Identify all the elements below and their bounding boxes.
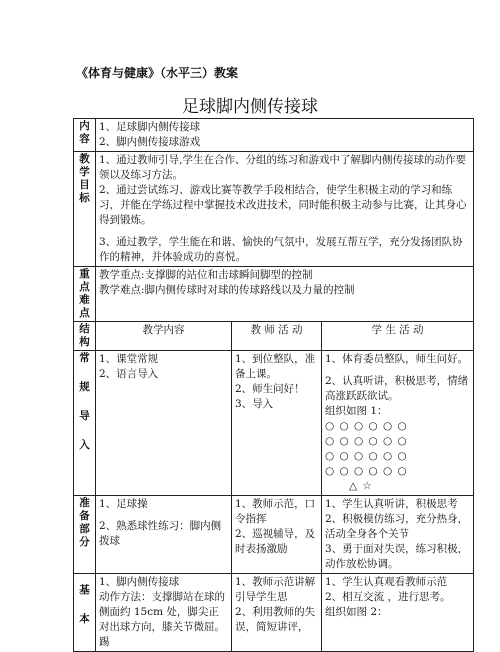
basic-content-line: 1、脚内侧传接球 [99,576,180,588]
formation-marks: △ ☆ [349,480,373,492]
goal-line: 3、通过教学，学生能在和谐、愉快的气氛中，发展互帮互学，充分发扬团队协作的精神，并体验成功的喜悦。 [99,236,463,263]
label-char: 构 [79,336,90,348]
keypoint-line: 教学难点:脚内侧传球时对球的传球路线以及力量的控制 [99,284,355,296]
lesson-plan-table [73,118,474,652]
label-char: 常 [79,352,90,364]
goals-row [74,152,474,267]
basic-content-cell [96,574,232,652]
content-label [74,119,96,152]
prep-student-cell [322,496,474,574]
prep-teacher-cell [232,496,322,574]
prep-content-line: 1、足球操 [99,498,148,510]
basic-teacher-line: 1、教师示范讲解引导学生思 [235,576,316,603]
label-char: 容 [79,133,90,145]
basic-student-line: 组织如图 2： [325,606,388,618]
goal-line: 1、通过教师引导,学生在合作、分组的练习和游戏中了解脚内侧传接球的动作要领以及练习方法。 [99,154,467,181]
label-char: 规 [79,381,90,393]
label-char: 教 [79,153,90,165]
label-char: 点 [79,307,90,319]
prep-student-line: 1、学生认真听讲，积极思考 [325,498,458,510]
keypoints-cell [96,267,474,322]
label-char: 标 [79,192,90,204]
routine-content-line: 2、语言导入 [99,368,159,380]
prep-student-line: 3、勇于面对失误，练习积极，动作放松协调。 [325,543,469,570]
routine-student-line: 组织如图 1： [325,405,388,417]
label-char: 难 [79,294,90,306]
label-char: 本 [79,613,90,625]
basic-content-line: 动作方法：支撑脚站在球的侧面约 15cm 处，脚尖正对出球方向，膝关节微屈。踢 [99,591,225,648]
routine-content-line: 1、课堂常规 [99,353,159,365]
label-char: 点 [79,281,90,293]
label-char: 入 [79,439,90,451]
prep-teacher-line: 1、教师示范，口令指挥 [235,498,316,525]
column-header-student: 学 生 活 动 [322,322,474,351]
prep-label [74,496,96,574]
routine-teacher-cell [232,351,322,496]
basic-label [74,574,96,652]
basic-teacher-cell [232,574,322,652]
keypoints-label [74,267,96,322]
routine-student-line: 1、体育委员整队，师生问好。 [325,353,469,365]
formation-row: ○ ○ ○ ○ ○ ○ [325,465,408,477]
label-char: 备 [79,510,90,522]
goals-label [74,152,96,267]
formation-row: ○ ○ ○ ○ ○ ○ [325,450,408,462]
content-cell [96,119,474,152]
column-header-teacher: 教 师 活 动 [232,322,322,351]
routine-content-cell [96,351,232,496]
formation-row: ○ ○ ○ ○ ○ ○ [325,420,408,432]
label-char: 准 [79,497,90,509]
page-title: 足球脚内侧传接球 [182,97,318,117]
prep-teacher-line: 2、巡视辅导，及时表扬激励 [235,528,316,555]
structure-label [74,322,96,351]
content-line: 1、足球脚内侧传接球 [99,121,201,133]
label-char: 导 [79,410,90,422]
keypoints-row [74,267,474,322]
prep-content-cell [96,496,232,574]
routine-student-line: 2、认真听讲，积极思考，情绪高涨跃跃欲试。 [325,375,469,402]
label-char: 结 [79,323,90,335]
label-char: 部 [79,523,90,535]
routine-student-cell [322,351,474,496]
label-char: 学 [79,166,90,178]
basic-student-line: 2、相互交流 ，进行思考。 [325,591,451,603]
structure-header-row [74,322,474,351]
prep-row [74,496,474,574]
routine-label [74,351,96,496]
goal-line: 2、通过尝试练习、游戏比赛等教学手段相结合，使学生积极主动的学习和练习，并能在学练过程中掌握技术改进技术，同时能积极主动参与比赛，让其身心得到锻炼。 [99,184,467,226]
label-char: 分 [79,536,90,548]
document-header: 《体育与健康》（水平三）教案 [76,66,239,80]
routine-teacher-line: 1、到位整队，准备上课。 [235,353,316,380]
label-char: 目 [79,179,90,191]
content-row [74,119,474,152]
goals-cell [96,152,474,267]
formation-row: ○ ○ ○ ○ ○ ○ [325,435,408,447]
label-char: 重 [79,268,90,280]
basic-teacher-line: 2、利用教师的失误，简短讲评， [235,606,316,633]
column-header-content: 教学内容 [96,322,232,351]
routine-teacher-line: 2、师生问好！ [235,383,305,395]
basic-student-line: 1、学生认真观看教师示范 [325,576,448,588]
content-line: 2、脚内侧传接球游戏 [99,136,201,148]
routine-row [74,351,474,496]
basic-student-cell [322,574,474,652]
label-char: 内 [79,120,90,132]
prep-content-line: 2、熟悉球性练习：脚内侧拨球 [99,520,222,547]
routine-teacher-line: 3、导入 [235,398,274,410]
keypoint-line: 教学重点:支撑脚的站位和击球瞬间脚型的控制 [99,269,313,281]
label-char: 基 [79,584,90,596]
prep-student-line: 2、积极模仿练习，充分热身，活动全身各个关节 [325,513,469,540]
basic-row [74,574,474,652]
